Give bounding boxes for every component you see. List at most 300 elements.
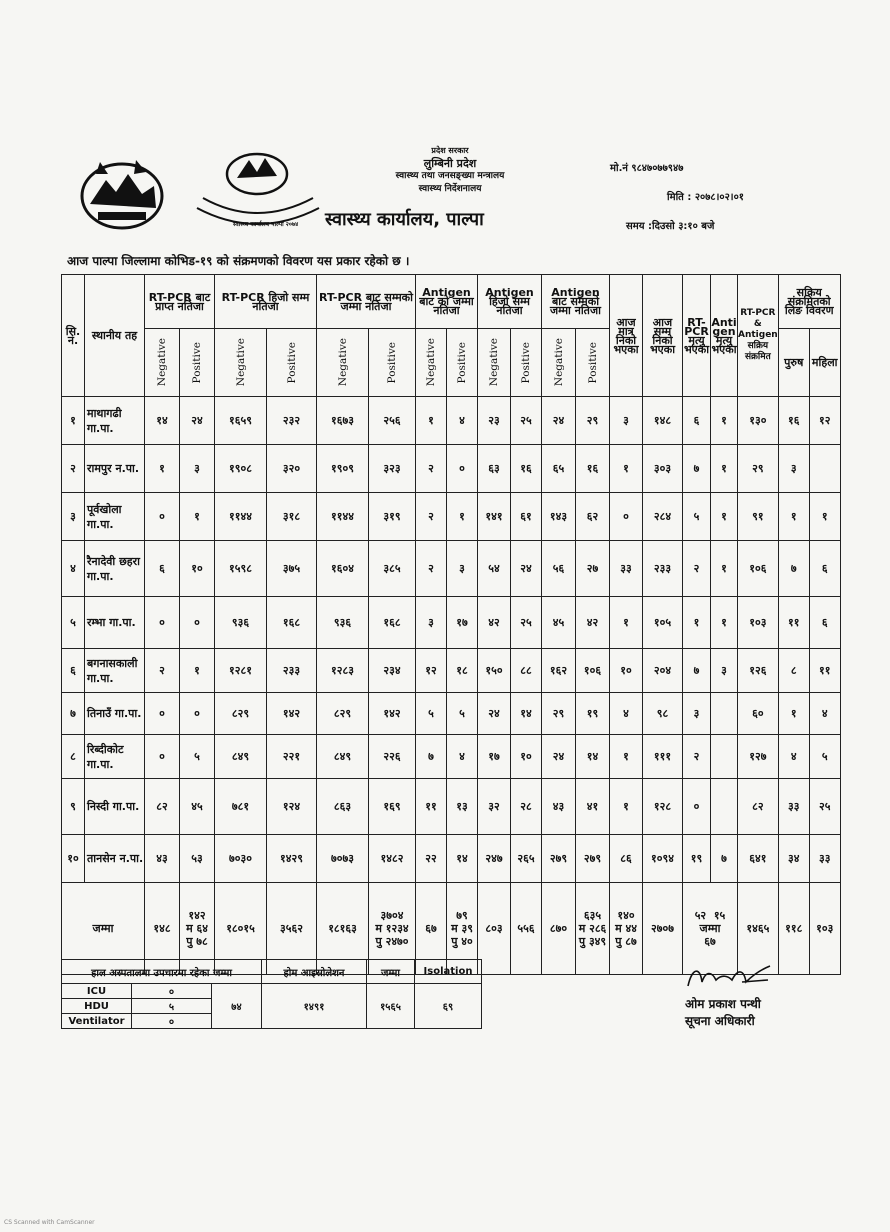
- h-pos-4: Positive: [447, 329, 478, 397]
- total-label: जम्मा: [62, 883, 145, 975]
- table-cell: पूर्वखोला गा.पा.: [85, 493, 145, 541]
- table-cell: १२७: [738, 735, 779, 779]
- table-cell: ८४९: [215, 735, 267, 779]
- table-cell: २: [416, 445, 447, 493]
- table-cell: १२: [416, 649, 447, 693]
- header-g5: Antigen हिजो सम्म नतिजा: [478, 275, 542, 329]
- table-cell: ३: [711, 649, 738, 693]
- hospital-table: [61, 959, 482, 1029]
- table-cell: १६०४: [317, 541, 369, 597]
- table-cell: ८२: [145, 779, 180, 835]
- table-cell: २७०७: [643, 883, 683, 975]
- table-cell: १: [809, 493, 840, 541]
- table-cell: ०: [145, 597, 180, 649]
- table-cell: १४६५: [738, 883, 779, 975]
- table-cell: १८: [447, 649, 478, 693]
- total-rtpcr-sum-split: ३७०४ म १२३४ पु २४७०: [369, 883, 416, 975]
- table-cell: ६५: [542, 445, 576, 493]
- table-cell: ३३: [610, 541, 643, 597]
- table-cell: ३५६२: [267, 883, 317, 975]
- header-today-recovered: आज मात्र निको भएका: [610, 275, 643, 397]
- h-pos-6: Positive: [576, 329, 610, 397]
- hospital-total: ७४: [212, 984, 262, 1029]
- total-deaths-split: ५२ १५ जम्मा ६७: [683, 883, 738, 975]
- table-cell: ६: [145, 541, 180, 597]
- header-sn: सि. नं.: [62, 275, 85, 397]
- icu-value: ०: [132, 984, 212, 999]
- table-cell: ८२९: [317, 693, 369, 735]
- header-local: स्थानीय तह: [85, 275, 145, 397]
- ref-time: समय :दिउसो ३:१० बजे: [626, 221, 715, 232]
- h-neg-1: Negative: [145, 329, 180, 397]
- table-cell: १६५९: [215, 397, 267, 445]
- table-cell: ३१८: [267, 493, 317, 541]
- table-cell: ४: [778, 735, 809, 779]
- signatory-title: सूचना अधिकारी: [685, 1014, 755, 1028]
- table-cell: १२८१: [215, 649, 267, 693]
- table-cell: १६: [511, 445, 542, 493]
- table-cell: [711, 735, 738, 779]
- header-active: RT-PCR & Antigen सक्रिय संक्रमित: [738, 275, 779, 397]
- table-cell: १: [180, 493, 215, 541]
- total-today-recovered-split: १४० म ४४ पु ८७: [610, 883, 643, 975]
- table-cell: ३७५: [267, 541, 317, 597]
- isolation-value: ६९: [415, 984, 482, 1029]
- table-cell: ६: [62, 649, 85, 693]
- letterhead-line3: स्वास्थ्य तथा जनसङ्ख्या मन्त्रालय: [395, 171, 505, 181]
- table-cell: १९०९: [317, 445, 369, 493]
- header-total-recovered: आज सम्म निको भएका: [643, 275, 683, 397]
- vent-value: ०: [132, 1014, 212, 1029]
- table-cell: रम्भा गा.पा.: [85, 597, 145, 649]
- table-cell: ३२: [478, 779, 511, 835]
- table-cell: १७: [478, 735, 511, 779]
- header-total: जम्मा: [367, 960, 415, 984]
- header-female: महिला: [809, 329, 840, 397]
- table-cell: ४५: [542, 597, 576, 649]
- table-cell: ४५: [180, 779, 215, 835]
- table-cell: १: [683, 597, 711, 649]
- table-cell: १३०: [738, 397, 779, 445]
- table-cell: ०: [145, 493, 180, 541]
- header-g6: Antigen बाट सम्मको जम्मा नतिजा: [542, 275, 610, 329]
- table-cell: ६: [809, 597, 840, 649]
- table-cell: २५: [511, 597, 542, 649]
- table-cell: १०६: [576, 649, 610, 693]
- h-pos-3: Positive: [369, 329, 416, 397]
- table-cell: ४३: [145, 835, 180, 883]
- table-cell: ७: [62, 693, 85, 735]
- letterhead-block: [345, 144, 555, 196]
- table-row: [62, 693, 841, 735]
- table-cell: ३१९: [369, 493, 416, 541]
- table-cell: १४: [145, 397, 180, 445]
- table-cell: ११४४: [215, 493, 267, 541]
- table-cell: ९३६: [215, 597, 267, 649]
- table-cell: २७: [576, 541, 610, 597]
- table-cell: [711, 693, 738, 735]
- table-cell: १४२: [369, 693, 416, 735]
- letterhead-line1: प्रदेश सरकार: [431, 146, 469, 155]
- table-cell: ४: [610, 693, 643, 735]
- h-pos-5: Positive: [511, 329, 542, 397]
- intro-text: आज पाल्पा जिल्लामा कोभिड-१९ को संक्रमणको विवरण यस प्रकार रहेको छ ।: [67, 254, 410, 268]
- table-cell: ७: [683, 445, 711, 493]
- table-cell: तानसेन न.पा.: [85, 835, 145, 883]
- table-cell: ६२: [576, 493, 610, 541]
- table-cell: माथागढी गा.पा.: [85, 397, 145, 445]
- table-cell: ५: [62, 597, 85, 649]
- table-row: [62, 649, 841, 693]
- table-cell: १: [711, 597, 738, 649]
- letterhead-line4: स्वास्थ्य निर्देशनालय: [418, 184, 482, 194]
- table-cell: ४३: [542, 779, 576, 835]
- covid-table: [61, 274, 841, 975]
- table-cell: ९१: [738, 493, 779, 541]
- table-cell: १३: [447, 779, 478, 835]
- table-cell: १६८: [267, 597, 317, 649]
- table-cell: ७: [683, 649, 711, 693]
- table-cell: १०५: [643, 597, 683, 649]
- table-cell: ३: [610, 397, 643, 445]
- table-cell: १: [180, 649, 215, 693]
- table-cell: ३८५: [369, 541, 416, 597]
- table-cell: ८: [778, 649, 809, 693]
- table-cell: ०: [145, 735, 180, 779]
- table-cell: १२४: [267, 779, 317, 835]
- table-cell: तिनाउँ गा.पा.: [85, 693, 145, 735]
- header-g2: RT-PCR हिजो सम्म नतिजा: [215, 275, 317, 329]
- table-cell: २४७: [478, 835, 511, 883]
- table-cell: १७: [447, 597, 478, 649]
- table-cell: रामपुर न.पा.: [85, 445, 145, 493]
- table-cell: ६१: [511, 493, 542, 541]
- signatory: [685, 996, 761, 1030]
- h-neg-2: Negative: [215, 329, 267, 397]
- table-cell: २०४: [643, 649, 683, 693]
- table-cell: २३४: [369, 649, 416, 693]
- table-cell: ५५६: [511, 883, 542, 975]
- table-cell: रिब्दीकोट गा.पा.: [85, 735, 145, 779]
- table-row: [62, 735, 841, 779]
- letterhead-line2: लुम्बिनी प्रदेश: [423, 157, 477, 170]
- table-cell: ३३: [778, 779, 809, 835]
- table-cell: ३२०: [267, 445, 317, 493]
- table-cell: २४: [542, 735, 576, 779]
- table-cell: २४: [511, 541, 542, 597]
- table-cell: १०: [62, 835, 85, 883]
- table-cell: ०: [180, 597, 215, 649]
- table-cell: १६९: [369, 779, 416, 835]
- header-g4: Antigen बाट को जम्मा नतिजा: [416, 275, 478, 329]
- table-cell: १६७३: [317, 397, 369, 445]
- table-cell: १२८३: [317, 649, 369, 693]
- table-cell: २: [62, 445, 85, 493]
- table-cell: ९: [62, 779, 85, 835]
- h-neg-3: Negative: [317, 329, 369, 397]
- table-cell: १४: [447, 835, 478, 883]
- vent-label: Ventilator: [62, 1014, 132, 1029]
- table-cell: १०९४: [643, 835, 683, 883]
- table-cell: १०: [610, 649, 643, 693]
- table-cell: १६: [778, 397, 809, 445]
- table-cell: २५६: [369, 397, 416, 445]
- table-cell: ३: [778, 445, 809, 493]
- table-cell: ६७: [416, 883, 447, 975]
- table-cell: १८०१५: [215, 883, 267, 975]
- table-cell: २४: [180, 397, 215, 445]
- total-antigen-sum-split: ६३५ म २८६ पु ३४९: [576, 883, 610, 975]
- table-row: [62, 541, 841, 597]
- table-cell: ४: [447, 397, 478, 445]
- table-cell: १: [711, 445, 738, 493]
- table-cell: २: [683, 735, 711, 779]
- table-cell: ६३: [478, 445, 511, 493]
- table-cell: १८१६३: [317, 883, 369, 975]
- h-neg-6: Negative: [542, 329, 576, 397]
- table-cell: ६०: [738, 693, 779, 735]
- seal-stamp: स्वास्थ्य कार्यालय पाल्पा २०७४: [193, 148, 323, 234]
- table-cell: २: [145, 649, 180, 693]
- table-cell: २६५: [511, 835, 542, 883]
- table-cell: १२८: [643, 779, 683, 835]
- grand-total: १५६५: [367, 984, 415, 1029]
- office-name: स्वास्थ्य कार्यालय, पाल्पा: [325, 209, 484, 230]
- table-cell: ०: [447, 445, 478, 493]
- table-cell: २४: [478, 693, 511, 735]
- table-cell: १: [610, 779, 643, 835]
- table-cell: १: [711, 541, 738, 597]
- table-cell: ३: [62, 493, 85, 541]
- table-cell: २३२: [267, 397, 317, 445]
- table-cell: २: [683, 541, 711, 597]
- table-row: [62, 493, 841, 541]
- table-cell: २४: [542, 397, 576, 445]
- table-cell: १: [610, 735, 643, 779]
- table-cell: १: [711, 493, 738, 541]
- table-cell: ८४९: [317, 735, 369, 779]
- table-cell: १: [778, 693, 809, 735]
- table-cell: १९०८: [215, 445, 267, 493]
- table-cell: २२६: [369, 735, 416, 779]
- table-cell: ८२९: [215, 693, 267, 735]
- table-cell: १५०: [478, 649, 511, 693]
- h-neg-5: Negative: [478, 329, 511, 397]
- table-cell: ५: [447, 693, 478, 735]
- total-antigen-pos-split: ७९ म ३९ पु ४०: [447, 883, 478, 975]
- table-cell: २२: [416, 835, 447, 883]
- table-cell: १: [711, 397, 738, 445]
- h-pos-1: Positive: [180, 329, 215, 397]
- emblem-logo: [76, 152, 168, 234]
- header-rtpcr-death: RT-PCR मृत्यु भएका: [683, 275, 711, 397]
- table-cell: १४: [576, 735, 610, 779]
- table-cell: ३३: [809, 835, 840, 883]
- table-cell: ४: [62, 541, 85, 597]
- table-cell: २: [416, 493, 447, 541]
- signature-scribble: [682, 960, 777, 994]
- table-cell: ११: [416, 779, 447, 835]
- icu-label: ICU: [62, 984, 132, 999]
- table-cell: १०६: [738, 541, 779, 597]
- table-cell: १४८२: [369, 835, 416, 883]
- table-cell: ४२: [576, 597, 610, 649]
- table-cell: १: [416, 397, 447, 445]
- table-cell: [809, 445, 840, 493]
- home-isolation: १४९१: [262, 984, 367, 1029]
- table-row: [62, 597, 841, 649]
- table-cell: २९: [542, 693, 576, 735]
- table-cell: ११८: [778, 883, 809, 975]
- hdu-label: HDU: [62, 999, 132, 1014]
- table-cell: ०: [683, 779, 711, 835]
- table-cell: ५६: [542, 541, 576, 597]
- table-cell: २९: [576, 397, 610, 445]
- table-cell: ६: [683, 397, 711, 445]
- table-row: [62, 779, 841, 835]
- header-antigen-death: Anti gen मृत्यु भएका: [711, 275, 738, 397]
- header-hospital: हाल अस्पतालमा उपचारमा रहेका जम्मा: [62, 960, 262, 984]
- header-male: पुरुष: [778, 329, 809, 397]
- table-cell: १०३: [738, 597, 779, 649]
- table-cell: ६: [809, 541, 840, 597]
- table-cell: ७: [778, 541, 809, 597]
- table-cell: १४३: [542, 493, 576, 541]
- table-cell: ०: [180, 693, 215, 735]
- table-cell: ३४: [778, 835, 809, 883]
- table-cell: ४२: [478, 597, 511, 649]
- table-cell: ५३: [180, 835, 215, 883]
- table-cell: ८६: [610, 835, 643, 883]
- table-cell: १२: [809, 397, 840, 445]
- table-cell: २७९: [576, 835, 610, 883]
- table-cell: १५९८: [215, 541, 267, 597]
- table-cell: ५: [416, 693, 447, 735]
- h-neg-4: Negative: [416, 329, 447, 397]
- table-cell: ८२: [738, 779, 779, 835]
- table-cell: १९: [683, 835, 711, 883]
- table-cell: ३२३: [369, 445, 416, 493]
- table-cell: ११४४: [317, 493, 369, 541]
- header-isolation: Isolation: [415, 960, 482, 984]
- signatory-name: ओम प्रकाश पन्थी: [685, 997, 761, 1011]
- table-cell: ८६३: [317, 779, 369, 835]
- table-cell: रैनादेवी छहरा गा.पा.: [85, 541, 145, 597]
- table-cell: १: [447, 493, 478, 541]
- ref-date: मिति : २०७८।०२।०१: [667, 192, 745, 203]
- header-g1: RT-PCR बाट प्राप्त नतिजा: [145, 275, 215, 329]
- table-cell: ७८१: [215, 779, 267, 835]
- table-cell: ४: [809, 693, 840, 735]
- table-row: [62, 397, 841, 445]
- table-cell: ०: [145, 693, 180, 735]
- table-cell: ११: [778, 597, 809, 649]
- table-cell: २: [416, 541, 447, 597]
- table-cell: १४८: [643, 397, 683, 445]
- header-g3: RT-PCR बाट सम्मको जम्मा नतिजा: [317, 275, 416, 329]
- total-rtpcr-pos-split: १४२ म ६४ पु ७८: [180, 883, 215, 975]
- table-cell: ७: [416, 735, 447, 779]
- table-cell: ०: [610, 493, 643, 541]
- table-cell: ८: [62, 735, 85, 779]
- table-cell: ४: [447, 735, 478, 779]
- table-cell: ४१: [576, 779, 610, 835]
- hdu-value: ५: [132, 999, 212, 1014]
- table-cell: २८: [511, 779, 542, 835]
- table-cell: २५: [511, 397, 542, 445]
- table-cell: ९८: [643, 693, 683, 735]
- table-cell: १४८: [145, 883, 180, 975]
- table-cell: १: [145, 445, 180, 493]
- table-cell: ८८: [511, 649, 542, 693]
- table-cell: ११: [809, 649, 840, 693]
- table-cell: १९: [576, 693, 610, 735]
- table-cell: ३: [416, 597, 447, 649]
- table-cell: २३३: [267, 649, 317, 693]
- table-cell: १६: [576, 445, 610, 493]
- header-home: होम आइसोलेशन: [262, 960, 367, 984]
- table-cell: ८०३: [478, 883, 511, 975]
- table-cell: ३: [683, 693, 711, 735]
- table-cell: २७९: [542, 835, 576, 883]
- table-cell: २२१: [267, 735, 317, 779]
- table-cell: १: [778, 493, 809, 541]
- table-cell: १०: [511, 735, 542, 779]
- table-cell: ८७०: [542, 883, 576, 975]
- table-cell: १०: [180, 541, 215, 597]
- table-cell: १११: [643, 735, 683, 779]
- table-cell: ५४: [478, 541, 511, 597]
- table-cell: १: [610, 597, 643, 649]
- scanner-footer: CS Scanned with CamScanner: [4, 1219, 95, 1226]
- table-cell: १: [62, 397, 85, 445]
- table-cell: १२६: [738, 649, 779, 693]
- table-cell: २३३: [643, 541, 683, 597]
- table-cell: १०३: [809, 883, 840, 975]
- ref-number: मो.नं ९८४७०७७९४७: [610, 163, 684, 174]
- h-pos-2: Positive: [267, 329, 317, 397]
- table-cell: १४२९: [267, 835, 317, 883]
- table-cell: १६२: [542, 649, 576, 693]
- header-active-detail: सक्रिय संक्रमितको लिङ विवरण: [778, 275, 840, 329]
- table-cell: १४: [511, 693, 542, 735]
- table-cell: ५: [809, 735, 840, 779]
- table-cell: ५: [683, 493, 711, 541]
- table-row: [62, 835, 841, 883]
- table-cell: ३: [447, 541, 478, 597]
- table-cell: ७०७३: [317, 835, 369, 883]
- table-cell: ६४१: [738, 835, 779, 883]
- table-cell: ५: [180, 735, 215, 779]
- table-cell: १: [610, 445, 643, 493]
- table-row: [62, 445, 841, 493]
- table-cell: ९३६: [317, 597, 369, 649]
- table-cell: ३०३: [643, 445, 683, 493]
- table-cell: ७०३०: [215, 835, 267, 883]
- table-cell: १४२: [267, 693, 317, 735]
- table-cell: १६८: [369, 597, 416, 649]
- table-cell: बगनासकाली गा.पा.: [85, 649, 145, 693]
- table-cell: २८४: [643, 493, 683, 541]
- table-cell: ३: [180, 445, 215, 493]
- table-cell: ७: [711, 835, 738, 883]
- table-cell: २९: [738, 445, 779, 493]
- table-cell: २३: [478, 397, 511, 445]
- table-cell: [711, 779, 738, 835]
- table-cell: निस्दी गा.पा.: [85, 779, 145, 835]
- table-cell: १४१: [478, 493, 511, 541]
- table-cell: २५: [809, 779, 840, 835]
